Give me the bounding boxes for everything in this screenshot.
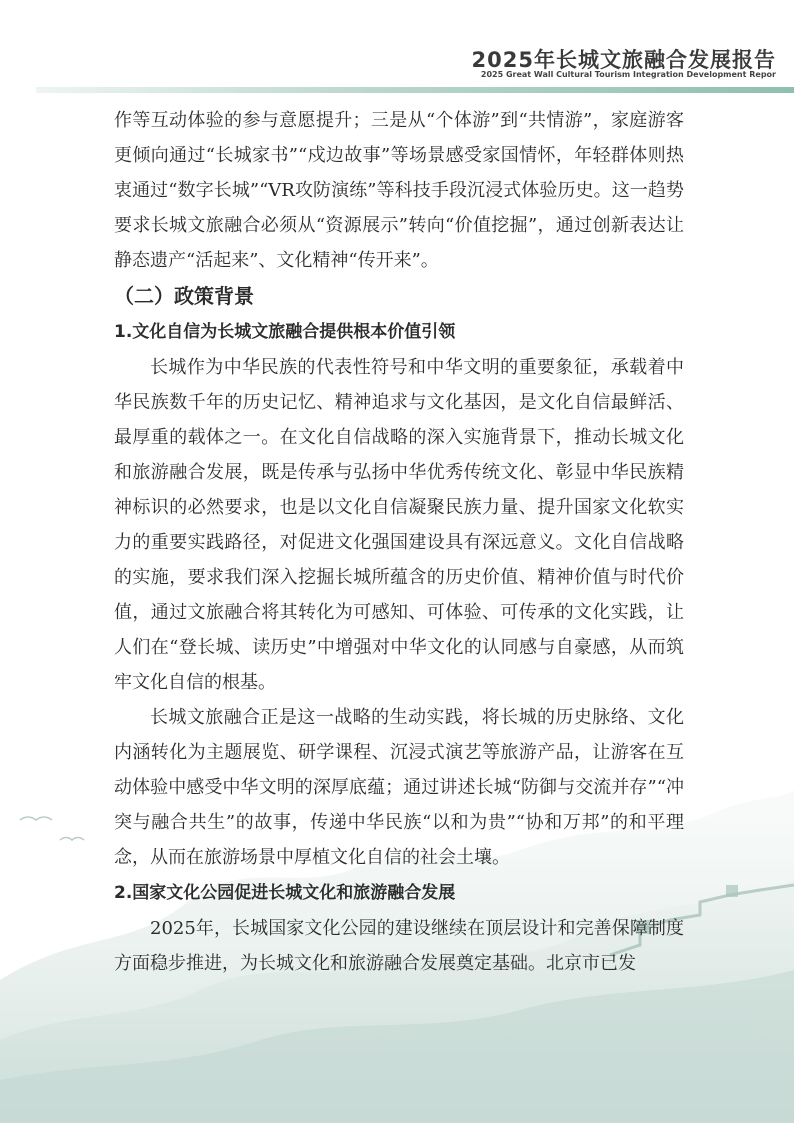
subheading-cultural-confidence: 1.文化自信为长城文旅融合提供根本价值引领 xyxy=(114,322,456,342)
paragraph-national-cultural-park-1: 2025年，长城国家文化公园的建设继续在顶层设计和完善保障制度方面稳步推进，为长城文化和旅游融合发展奠定基础。北京市已发 xyxy=(114,918,684,974)
page-content xyxy=(114,103,684,981)
paragraph-cultural-confidence-2: 长城文旅融合正是这一战略的生动实践，将长城的历史脉络、文化内涵转化为主题展览、研学课程、沉浸式演艺等旅游产品，让游客在互动体验中感受中华文明的深厚底蕴；通过讲述长城“防御与交流并存”“冲突与融合共生”的故事，传递中华民族“以和为贵”“协和万邦”的和平理念，从而在旅游场景中厚植文化自信的社会土壤。 xyxy=(114,707,684,868)
section-heading-policy-background: （二）政策背景 xyxy=(114,284,254,308)
paragraph-cultural-confidence-1: 长城作为中华民族的代表性符号和中华文明的重要象征，承载着中华民族数千年的历史记忆、精神追求与文化基因，是文化自信最鲜活、最厚重的载体之一。在文化自信战略的深入实施背景下，推动长城文化和旅游融合发展，既是传承与弘扬中华优秀传统文化、彰显中华民族精神标识的必然要求，也是以文化自信凝聚民族力量、提升国家文化软实力的重要实践路径，对促进文化强国建设具有深远意义。文化自信战略的实施，要求我们深入挖掘长城所蕴含的历史价值、精神价值与时代价值，通过文旅融合将其转化为可感知、可体验、可传承的文化实践，让人们在“登长城、读历史”中增强对中华文化的认同感与自豪感，从而筑牢文化自信的根基。 xyxy=(114,357,684,693)
report-title: 2025年长城文旅融合发展报告 xyxy=(471,48,776,72)
report-subtitle: 2025 Great Wall Cultural Tourism Integration Development Repor xyxy=(480,70,776,79)
header-divider-bar xyxy=(36,87,794,93)
continued-paragraph: 作等互动体验的参与意愿提升；三是从“个体游”到“共情游”，家庭游客更倾向通过“长城家书”“戍边故事”等场景感受家国情怀，年轻群体则热衷通过“数字长城”“VR攻防演练”等科技手段沉浸式体验历史。这一趋势要求长城文旅融合必须从“资源展示”转向“价值挖掘”，通过创新表达让静态遗产“活起来”、文化精神“传开来”。 xyxy=(114,110,684,271)
subheading-national-cultural-park: 2.国家文化公园促进长城文化和旅游融合发展 xyxy=(114,883,456,903)
